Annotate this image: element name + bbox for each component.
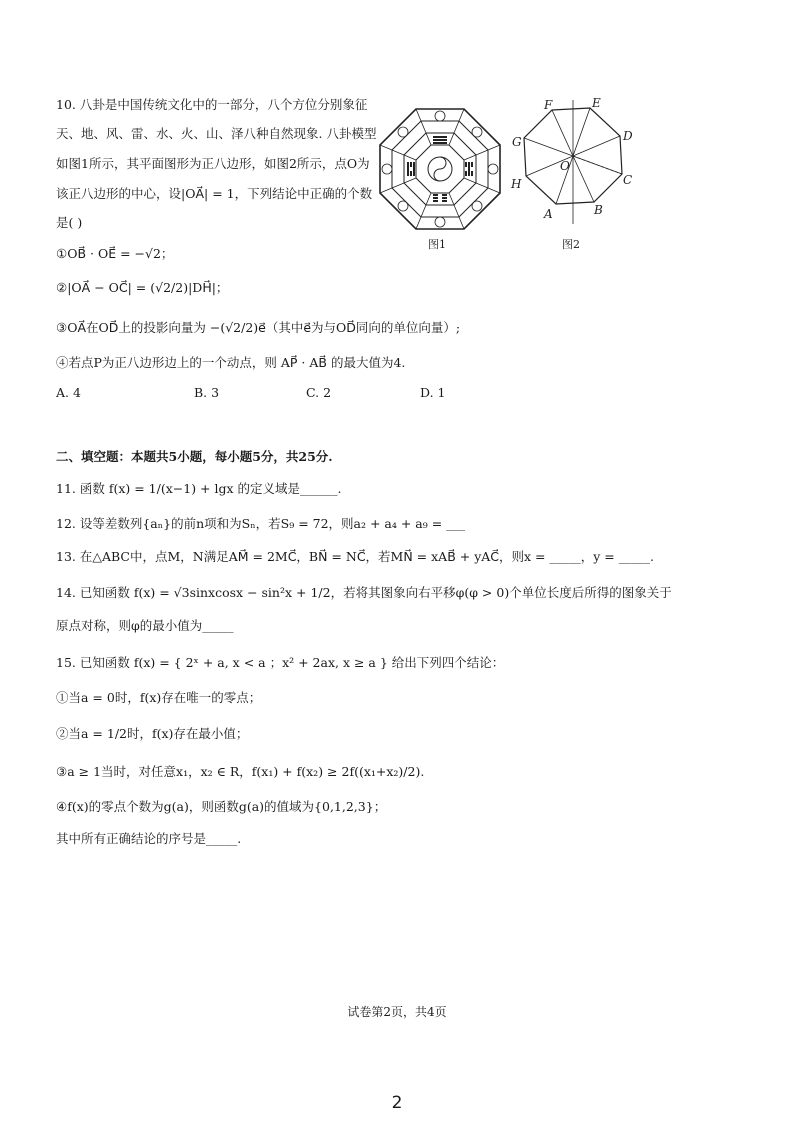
q10-option-a: A. 4 bbox=[56, 385, 81, 400]
q12-text: 12. 设等差数列{aₙ}的前n项和为Sₙ，若S₉ = 72，则a₂ + a₄ + a₉ = ___ bbox=[56, 516, 465, 531]
q10-statement-2: ②|OA⃗ − OC⃗| = (√2/2)|DH⃗|； bbox=[56, 280, 229, 295]
vertex-label-h: H bbox=[511, 177, 522, 191]
q10-line-4: 该正八边形的中心，设|OA⃗| = 1，下列结论中正确的个数 bbox=[56, 186, 373, 201]
figure-2-octagon bbox=[506, 96, 636, 232]
q14-line-1: 14. 已知函数 f(x) = √3sinxcosx − sin²x + 1/2，若将其图象向右平移φ(φ > 0)个单位长度后所得的图象关于 bbox=[56, 585, 672, 600]
q15-statement-4: ④f(x)的零点个数为g(a)，则函数g(a)的值域为{0,1,2,3}； bbox=[56, 799, 387, 814]
section-2-title: 二、填空题：本题共5小题，每小题5分，共25分. bbox=[56, 449, 333, 464]
q10-option-d: D. 1 bbox=[420, 385, 446, 400]
vertex-label-f: F bbox=[544, 98, 553, 112]
figure-1-bagua bbox=[378, 107, 502, 231]
q10-line-1: 10. 八卦是中国传统文化中的一部分，八个方位分别象征 bbox=[56, 97, 368, 112]
q10-option-c: C. 2 bbox=[306, 385, 332, 400]
q10-line-2: 天、地、风、雷、水、火、山、泽八种自然现象. 八卦模型 bbox=[56, 126, 377, 141]
vertex-label-e: E bbox=[592, 96, 601, 110]
q15-statement-1: ①当a = 0时，f(x)存在唯一的零点； bbox=[56, 690, 262, 705]
q15-statement-3: ③a ≥ 1当时，对任意x₁，x₂ ∈ R，f(x₁) + f(x₂) ≥ 2f((x₁+x₂)/2). bbox=[56, 764, 425, 779]
figure-2-label: 图2 bbox=[562, 238, 580, 251]
q11-text: 11. 函数 f(x) = 1/(x−1) + lgx 的定义域是______. bbox=[56, 481, 342, 496]
vertex-label-c: C bbox=[623, 173, 633, 187]
vertex-label-d: D bbox=[623, 129, 633, 143]
q10-option-b: B. 3 bbox=[194, 385, 220, 400]
figure-1-label: 图1 bbox=[428, 238, 446, 251]
center-label-o: O bbox=[560, 159, 570, 173]
page-footer: 试卷第2页，共4页 bbox=[347, 1005, 447, 1019]
q10-line-5: 是( ) bbox=[56, 215, 83, 230]
q10-statement-3: ③OA⃗在OD⃗上的投影向量为 −(√2/2)e⃗（其中e⃗为与OD⃗同向的单位向量）; bbox=[56, 320, 461, 335]
vertex-label-b: B bbox=[594, 203, 603, 217]
q10-statement-1: ①OB⃗ · OE⃗ = −√2； bbox=[56, 246, 174, 261]
vertex-label-g: G bbox=[512, 135, 522, 149]
q15-statement-2: ②当a = 1/2时，f(x)存在最小值； bbox=[56, 726, 249, 741]
q15-closing: 其中所有正确结论的序号是_____. bbox=[56, 831, 242, 846]
q10-line-3: 如图1所示，其平面图形为正八边形，如图2所示，点O为 bbox=[56, 156, 370, 171]
q13-text: 13. 在△ABC中，点M，N满足AM⃗ = 2MC⃗，BN⃗ = NC⃗，若MN⃗ = xAB⃗ + yAC⃗，则x = _____，y = _____. bbox=[56, 549, 654, 564]
q14-line-2: 原点对称，则φ的最小值为_____ bbox=[56, 618, 234, 633]
vertex-label-a: A bbox=[544, 207, 553, 221]
q15-intro: 15. 已知函数 f(x) = { 2ˣ + a, x < a ；x² + 2ax, x ≥ a } 给出下列四个结论： bbox=[56, 655, 505, 670]
page-number: 2 bbox=[391, 1093, 403, 1113]
q10-statement-4: ④若点P为正八边形边上的一个动点，则 AP⃗ · AB⃗ 的最大值为4. bbox=[56, 355, 406, 370]
